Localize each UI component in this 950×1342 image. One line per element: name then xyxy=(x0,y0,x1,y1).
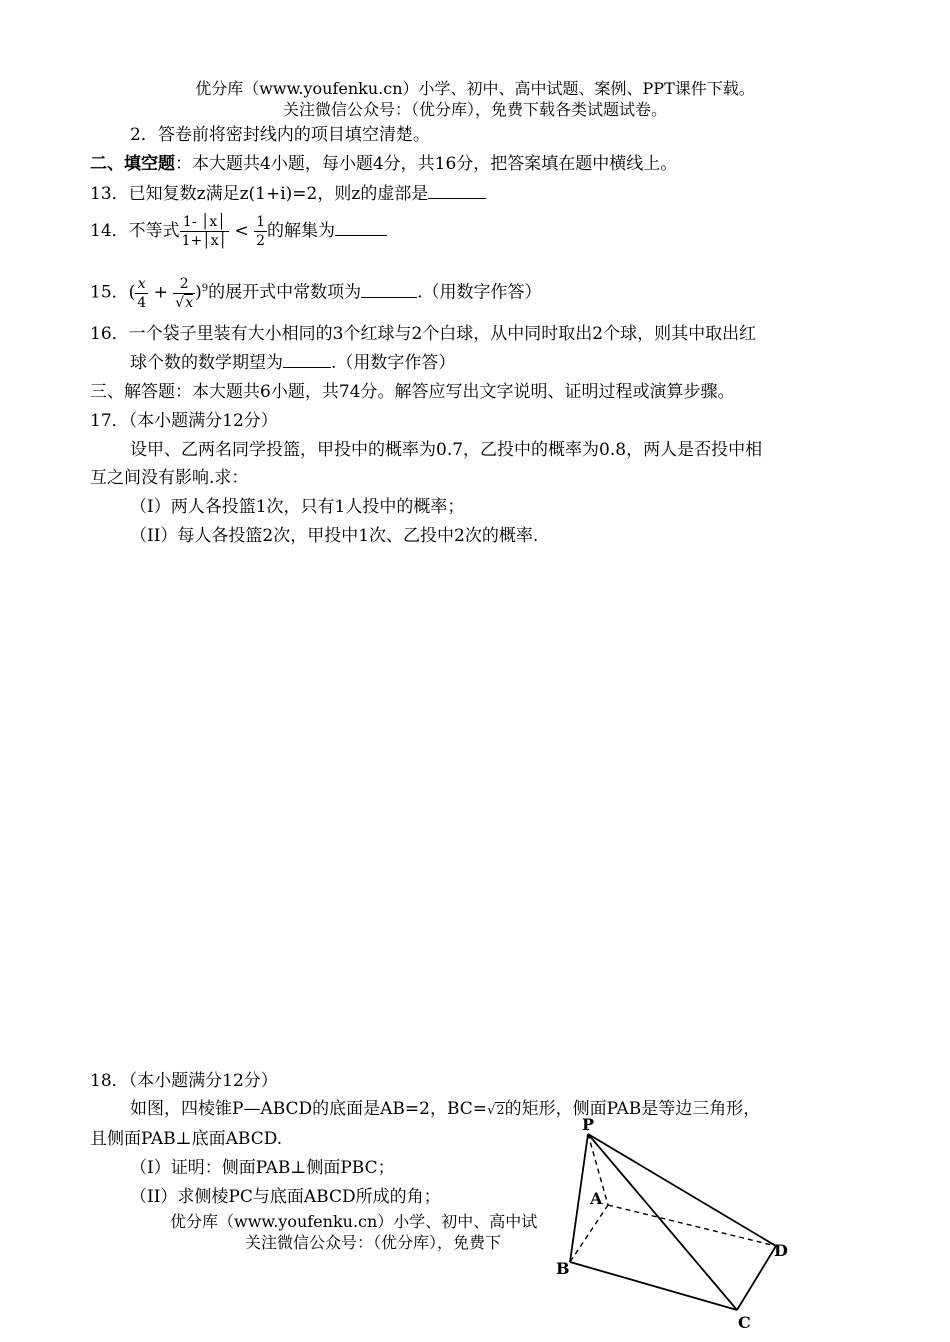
edge-AD xyxy=(608,1205,776,1246)
vertex-label-P: P xyxy=(582,1115,595,1134)
question-17-body-line-1: 设甲、乙两名同学投篮，甲投中的概率为0.7，乙投中的概率为0.8，两人是否投中相 xyxy=(130,440,763,460)
open-paren: ( xyxy=(128,282,136,303)
term1-denominator: 4 xyxy=(137,294,147,311)
question-17-part-1: （I）两人各投篮1次，只有1人投中的概率； xyxy=(130,497,465,517)
question-17-title: 17．（本小题满分12分） xyxy=(90,411,278,431)
question-18-title: 18．（本小题满分12分） xyxy=(90,1071,278,1091)
section-fill-in-text: ：本大题共4小题，每小题4分，共16分，把答案填在题中横线上。 xyxy=(175,154,678,174)
question-16-suffix: .（用数字作答） xyxy=(331,353,456,373)
figure-mask xyxy=(556,1198,576,1256)
header-line-1: 优分库（www.youfenku.cn）小学、初中、高中试题、案例、PPT课件下载。 xyxy=(195,79,755,98)
vertex-label-D: D xyxy=(774,1241,788,1260)
footer-line-2: 关注微信公众号：（优分库），免费下 xyxy=(245,1233,502,1252)
section-solve-heading: 三、解答题：本大题共6小题，共74分。解答应写出文字说明、证明过程或演算步骤。 xyxy=(90,382,735,402)
term2-radicand: x xyxy=(185,294,194,311)
term1-numerator: x xyxy=(135,275,148,294)
vertex-label-A: A xyxy=(590,1189,603,1208)
question-14-prefix: 14．不等式 xyxy=(90,221,180,241)
vertex-label-B: B xyxy=(556,1259,570,1278)
exponent: 9 xyxy=(201,283,209,294)
question-18-body-1a: 如图，四棱锥P—ABCD的底面是AB=2，BC= xyxy=(130,1099,488,1119)
question-17-body-line-2: 互之间没有影响.求： xyxy=(90,468,249,488)
right-fraction-denominator: 2 xyxy=(256,233,266,249)
edge-PC xyxy=(588,1134,737,1310)
question-17-part-2: （II）每人各投篮2次，甲投中1次、乙投中2次的概率. xyxy=(130,526,539,546)
sqrt-radicand: 2 xyxy=(496,1103,505,1118)
close-paren: ) xyxy=(195,282,202,303)
edge-PD xyxy=(588,1134,776,1246)
question-15-prefix: 15． xyxy=(90,282,129,303)
left-fraction-denominator: 1+│x│ xyxy=(181,233,228,249)
vertex-label-C: C xyxy=(738,1313,751,1332)
question-18-body-1b: 的矩形，侧面PAB是等边三角形， xyxy=(504,1099,761,1119)
question-16-text: 球个数的数学期望为 xyxy=(130,353,283,373)
plus-sign: + xyxy=(153,282,168,303)
header-line-2: 关注微信公众号：（优分库），免费下载各类试题试卷。 xyxy=(282,100,667,119)
edge-BC xyxy=(570,1262,737,1310)
question-18-part-1: （I）证明：侧面PAB⊥侧面PBC； xyxy=(130,1158,395,1178)
question-13-text: 13．已知复数z满足z(1+i)=2，则z的虚部是 xyxy=(90,184,429,204)
question-15-suffix-2: .（用数字作答） xyxy=(417,282,542,303)
question-18-body-line-2: 且侧面PAB⊥底面ABCD. xyxy=(90,1129,283,1149)
edge-CD xyxy=(737,1246,776,1310)
term2-denominator: √x xyxy=(175,294,194,311)
question-15-suffix-1: 的展开式中常数项为 xyxy=(208,282,362,303)
footer-line-1: 优分库（www.youfenku.cn）小学、初中、高中试 xyxy=(170,1212,538,1231)
question-16-line-1: 16．一个袋子里装有大小相同的3个红球与2个白球，从中同时取出2个球，则其中取出红 xyxy=(90,324,757,344)
right-fraction-numerator: 1 xyxy=(256,214,266,230)
instruction-note-2: 2．答卷前将密封线内的项目填空清楚。 xyxy=(130,125,430,145)
section-fill-in-title: 二、填空题 xyxy=(90,154,175,174)
question-14-suffix: 的解集为 xyxy=(267,221,336,241)
left-fraction-numerator: 1- │x│ xyxy=(180,213,229,232)
less-than-sign: < xyxy=(234,221,249,241)
sqrt-2: √2 xyxy=(487,1103,505,1118)
term2-numerator: 2 xyxy=(173,275,195,294)
question-18-part-2: （II）求侧棱PC与底面ABCD所成的角； xyxy=(130,1187,441,1207)
